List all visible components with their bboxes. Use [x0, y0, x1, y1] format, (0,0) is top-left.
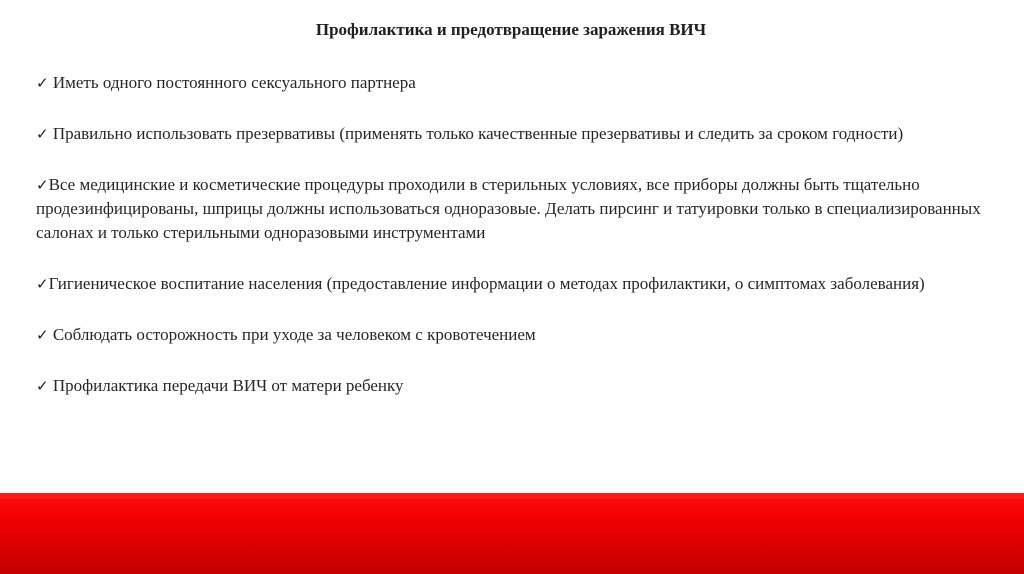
- checkmark-icon: ✓: [36, 377, 49, 395]
- checkmark-icon: ✓: [36, 176, 49, 194]
- list-item-text: Профилактика передачи ВИЧ от матери ребенку: [48, 376, 404, 395]
- checkmark-icon: ✓: [36, 74, 49, 92]
- list-item-text: Иметь одного постоянного сексуального партнера: [48, 73, 416, 92]
- list-item: [36, 71, 986, 95]
- list-item: [36, 272, 986, 296]
- list-item-text: Правильно использовать презервативы (применять только качественные презервативы и следить за сроком годности): [48, 124, 904, 143]
- checkmark-icon: ✓: [36, 275, 49, 293]
- list-item-text: Гигиеническое воспитание населения (предоставление информации о методах профилактики, о симптомах заболевания): [48, 274, 925, 293]
- list-item: [36, 323, 986, 347]
- footer-band: [0, 493, 1024, 574]
- checkmark-icon: ✓: [36, 125, 49, 143]
- checkmark-icon: ✓: [36, 326, 49, 344]
- slide-title: Профилактика и предотвращение заражения ВИЧ: [315, 20, 707, 39]
- list-item-text: Все медицинские и косметические процедуры проходили в стерильных условиях, все приборы должны быть тщательно продезинфицированы, шприцы должны использоваться одноразовые. Делать пирсинг и татуировки только в специализированных салонах и только стерильными одноразовыми инструментами: [36, 175, 981, 242]
- list-item-text: Соблюдать осторожность при уходе за человеком с кровотечением: [48, 325, 536, 344]
- list-item: [36, 173, 986, 245]
- list-item: [36, 374, 986, 398]
- list-item: [36, 122, 986, 146]
- slide-content: [36, 18, 986, 425]
- footer-band-highlight: [0, 493, 1024, 499]
